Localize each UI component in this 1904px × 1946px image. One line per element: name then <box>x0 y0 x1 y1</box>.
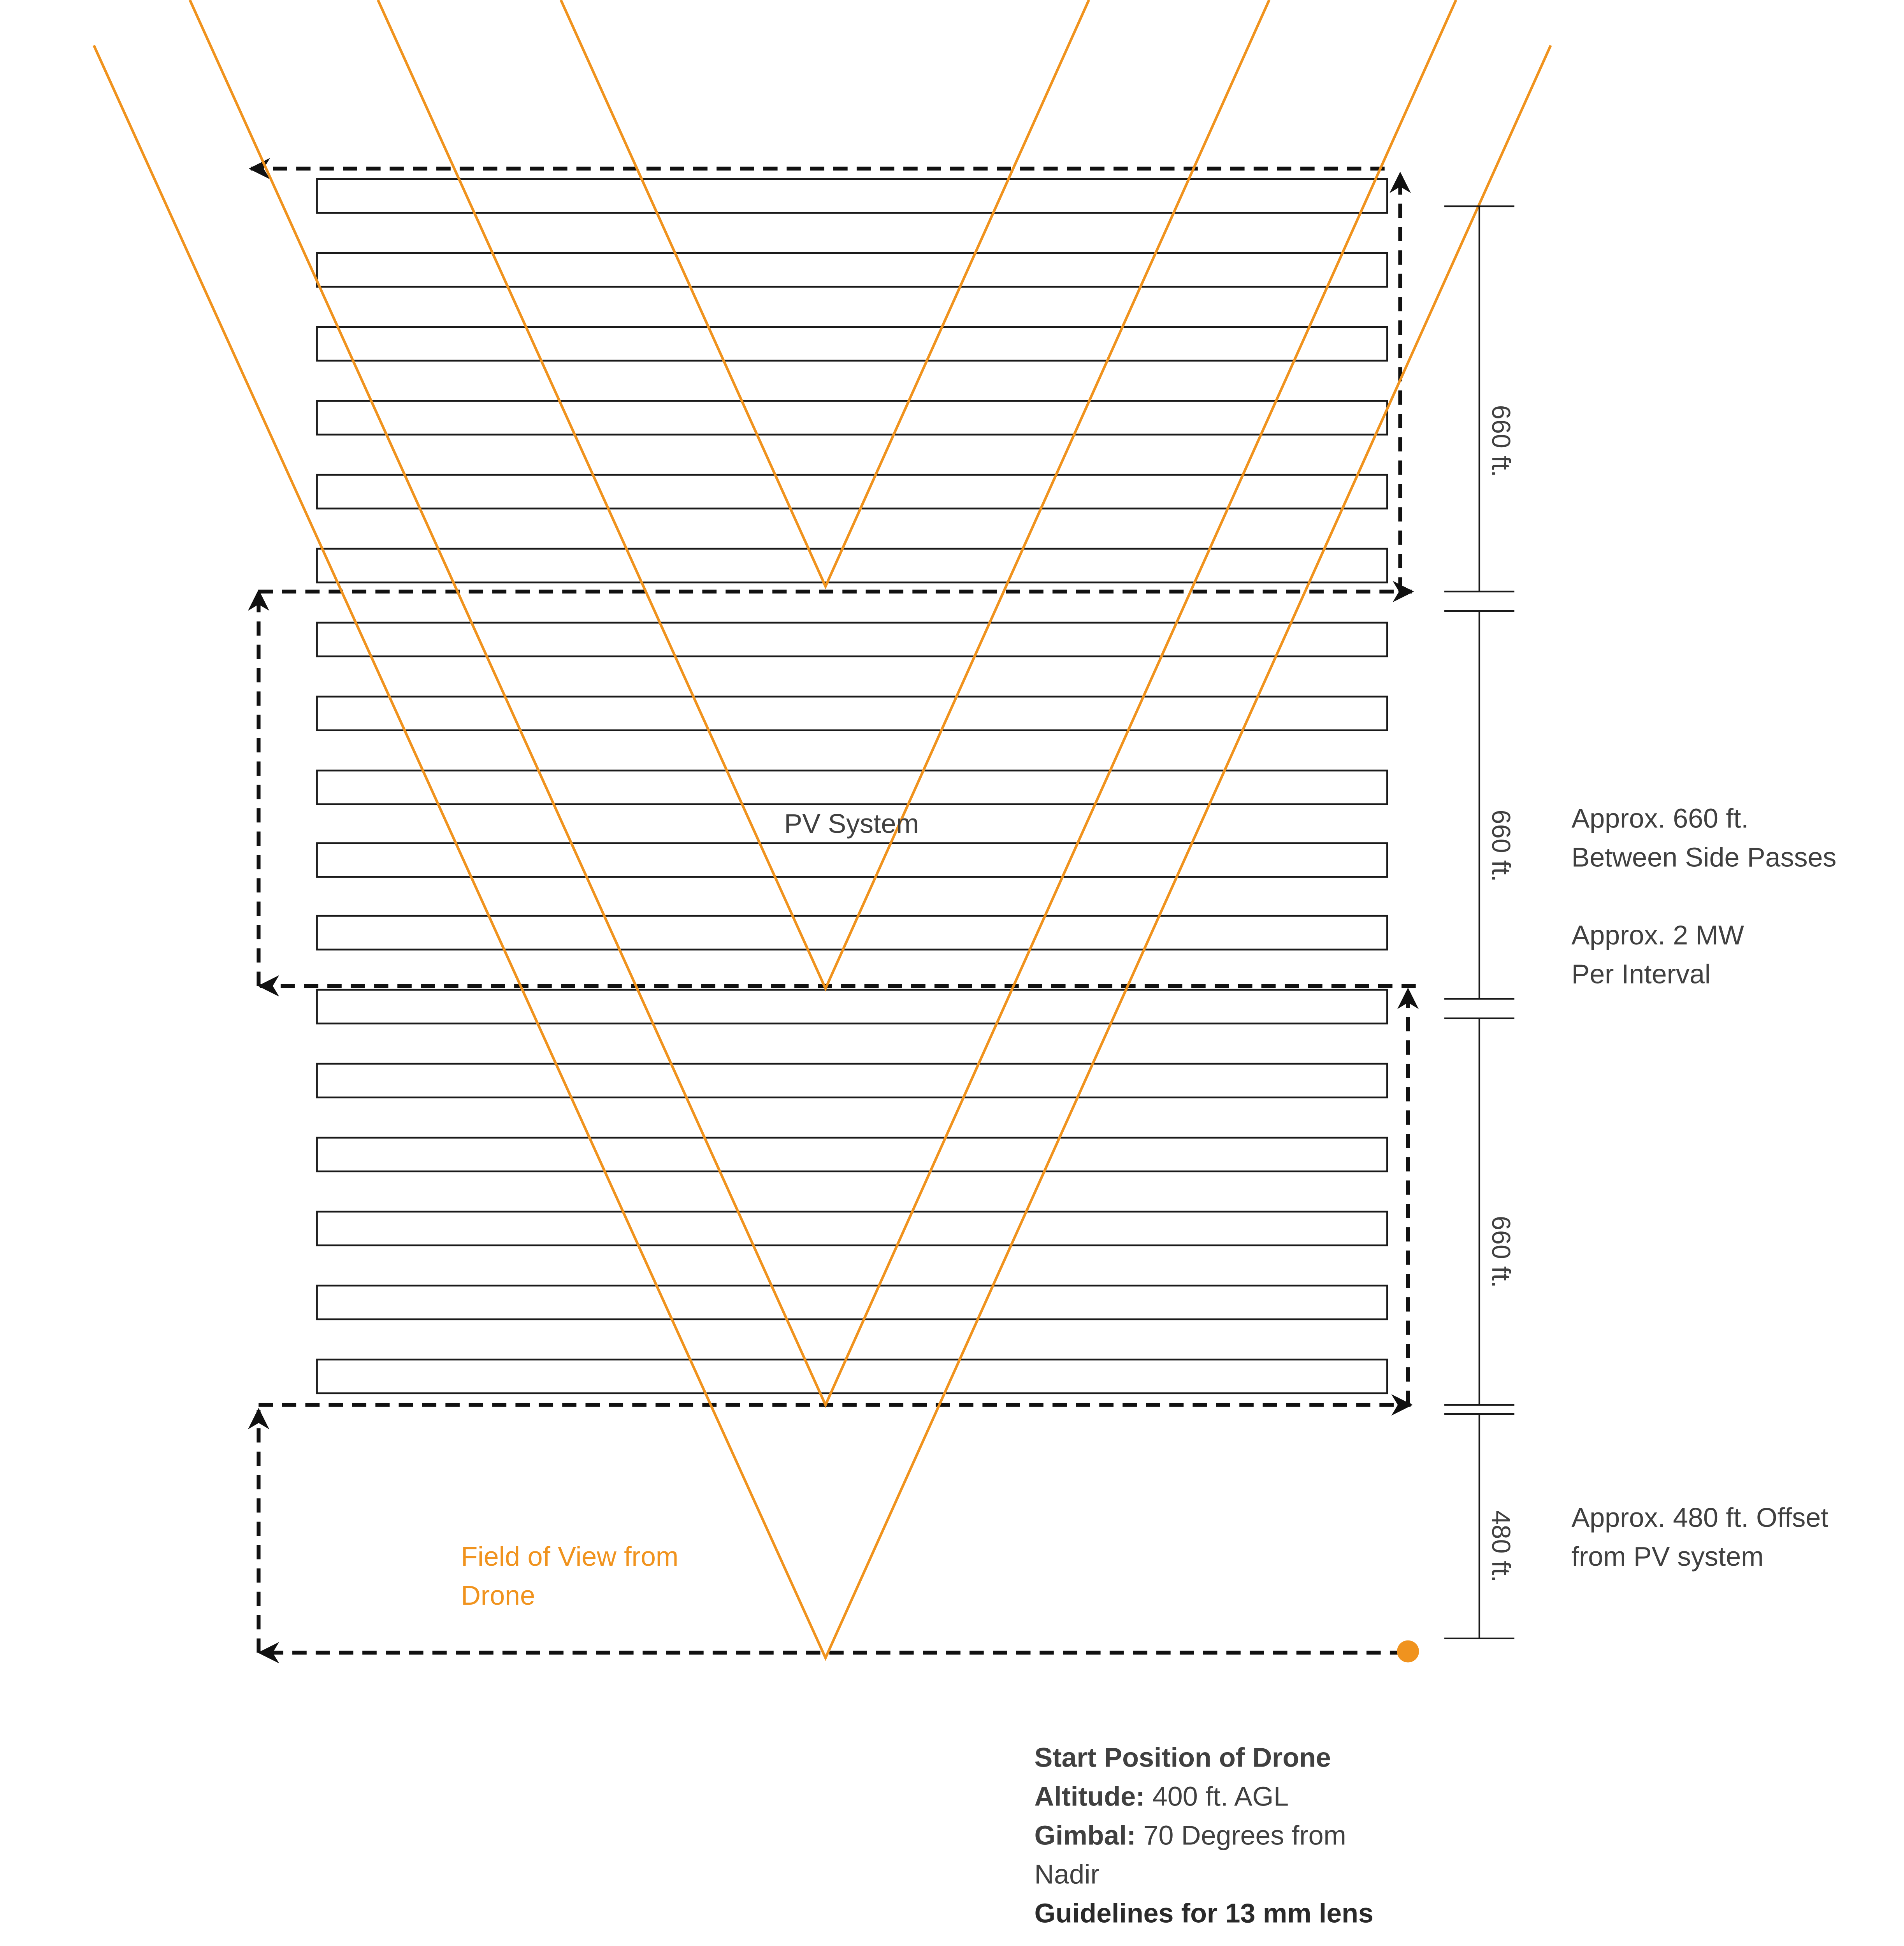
pv-panel-row <box>317 179 1387 213</box>
pv-panel-row <box>317 771 1387 804</box>
lens-note: Guidelines for 13 mm lens <box>1034 1898 1374 1928</box>
dimension-label-1: 660 ft. <box>1486 405 1516 477</box>
pv-panel-row <box>317 1212 1387 1245</box>
gimbal-value: 70 Degrees from <box>1136 1820 1346 1851</box>
gimbal-value-continued: Nadir <box>1034 1859 1100 1890</box>
pv-panel-row <box>317 475 1387 509</box>
pv-panel-row <box>317 549 1387 583</box>
field-of-view-label-line-1: Field of View from <box>461 1541 679 1572</box>
start-info-block <box>1035 1742 1374 1928</box>
pv-panel-row <box>317 1286 1387 1319</box>
side-pass-note-line-1: Approx. 660 ft. <box>1571 803 1749 834</box>
interval-note-line-1: Approx. 2 MW <box>1571 920 1744 950</box>
pv-panel-row <box>317 253 1387 287</box>
altitude-label: Altitude: <box>1034 1781 1145 1812</box>
altitude-line <box>1035 1781 1289 1812</box>
altitude-value: 400 ft. AGL <box>1145 1781 1289 1812</box>
pv-panel-row <box>317 401 1387 435</box>
pv-panel-row <box>317 916 1387 950</box>
start-info-heading: Start Position of Drone <box>1034 1742 1331 1773</box>
interval-note-line-2: Per Interval <box>1571 959 1711 989</box>
dimension-label-4: 480 ft. <box>1486 1510 1516 1582</box>
offset-note-line-1: Approx. 480 ft. Offset <box>1571 1502 1828 1533</box>
offset-note-line-2: from PV system <box>1571 1541 1764 1572</box>
drone-start-marker <box>1397 1640 1419 1663</box>
pv-panel-row <box>317 697 1387 731</box>
pv-panel-row <box>317 327 1387 361</box>
side-pass-note-line-2: Between Side Passes <box>1571 842 1837 873</box>
pv-panel-row <box>317 990 1387 1024</box>
pv-panel-row <box>317 1064 1387 1098</box>
pv-system-label: PV System <box>784 808 919 839</box>
gimbal-label: Gimbal: <box>1034 1820 1136 1851</box>
field-of-view-label-line-2: Drone <box>461 1580 536 1611</box>
pv-panel-row <box>317 1138 1387 1171</box>
gimbal-line <box>1035 1820 1346 1851</box>
field-of-view-label <box>461 1541 678 1611</box>
pv-panel-row <box>317 1359 1387 1393</box>
pv-panel-rows <box>317 179 1387 1393</box>
pv-panel-row <box>317 623 1387 657</box>
flight-path <box>251 169 1416 1653</box>
dimension-label-2: 660 ft. <box>1486 810 1516 882</box>
dimension-label-3: 660 ft. <box>1486 1215 1516 1288</box>
pv-panel-row <box>317 843 1387 877</box>
